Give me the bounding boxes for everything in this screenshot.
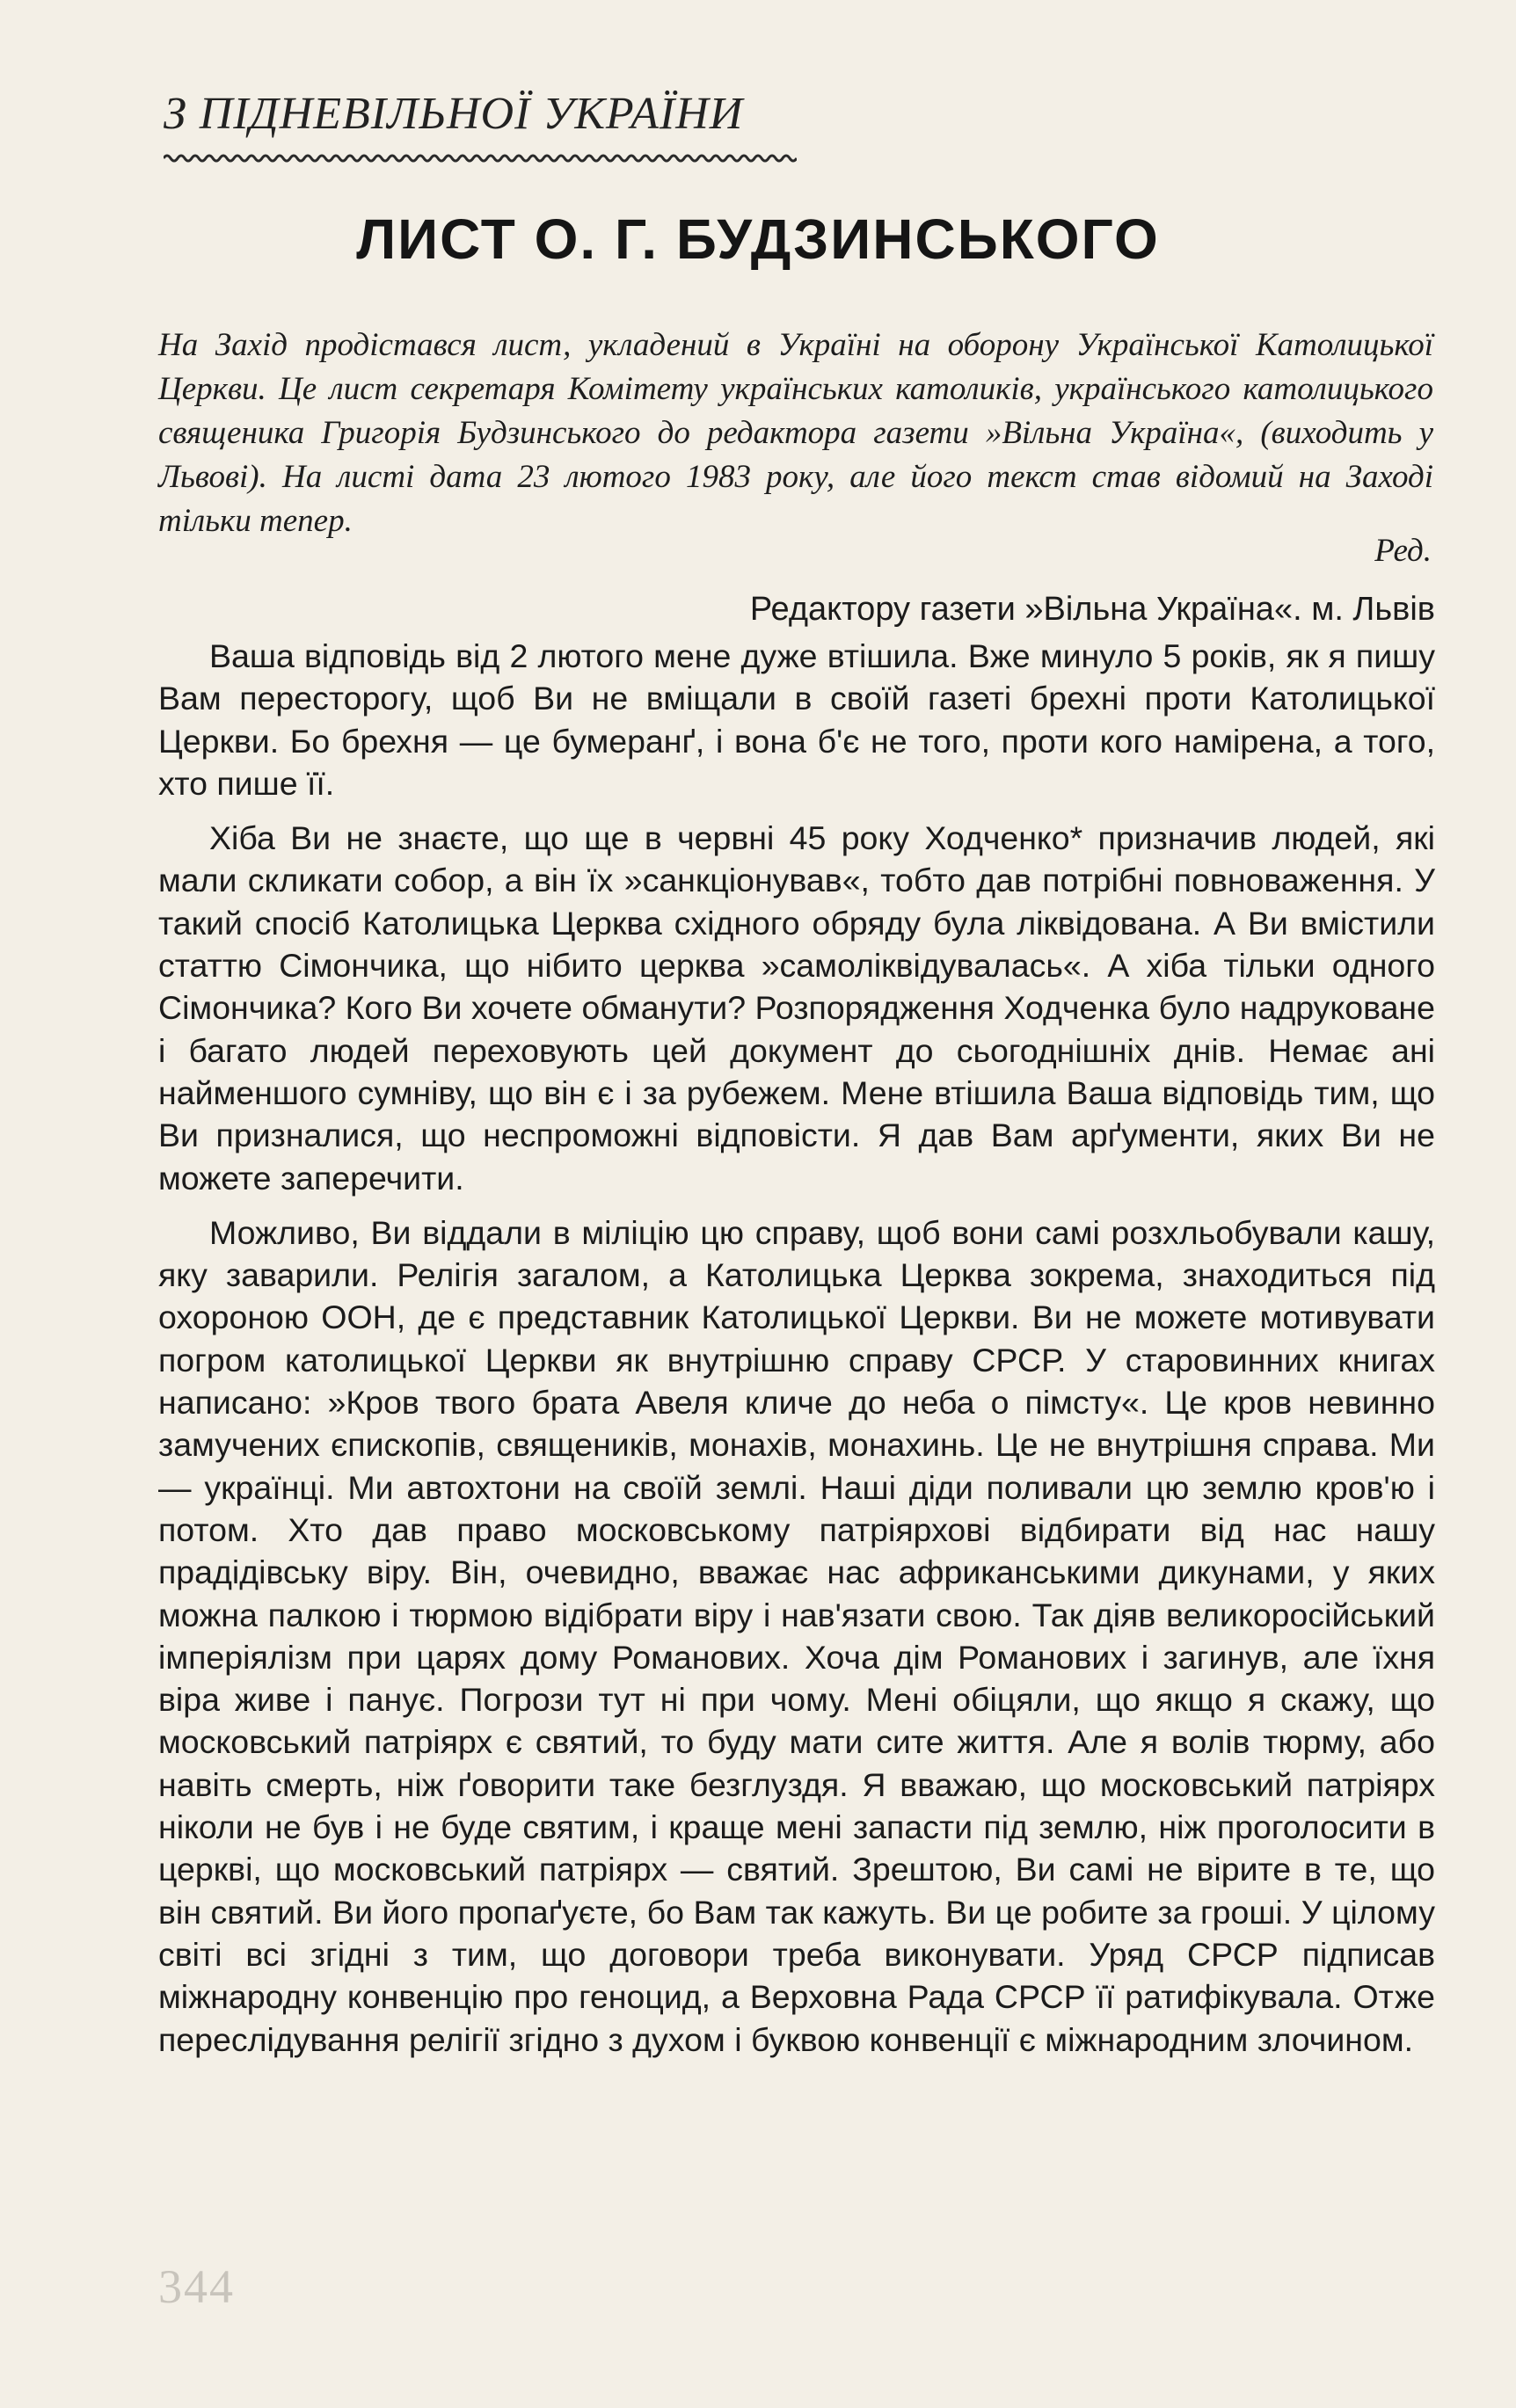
body-paragraph-2: Хіба Ви не знаєте, що ще в червні 45 року Ходченко* призначив людей, які мали скликати собор, а він їх »санкціонував«, тобто дав потрібні повноваження. У такий спосіб Католицька Церква східного обряду була ліквідована. А Ви вмістили статтю Сімончика, що нібито церква »самоліквідувалась«. А хіба тільки одного Сімончика? Кого Ви хочете обманути? Розпорядження Ходченка було надруковане і багато людей переховують цей документ до сьогоднішніх днів. Немає ані найменшого сумніву, що він є і за рубежем. Мене втішила Ваша відповідь тим, що Ви призналися, що неспроможні відповісти. Я дав Вам арґументи, яких Ви не можете заперечити. <box>158 819 1435 1197</box>
addressee-line: Редактору газети »Вільна Україна«. м. Львів <box>749 591 1435 628</box>
editor-mark: Ред. <box>1374 533 1432 569</box>
wavy-rule-divider <box>164 151 797 165</box>
letter-body <box>158 635 1435 2061</box>
page-number: 344 <box>158 2260 235 2313</box>
intro-paragraph: На Захід продістався лист, укладений в Україні на оборону Української Католицької Церкви. Це лист секретаря Комітету українських католиків, українського католицького священика Григорія Будзинського до редактора газети »Вільна Україна«, (виходить у Львові). На листі дата 23 лютого 1983 року, але його текст став відомий на Заході тільки тепер. <box>158 327 1433 539</box>
section-header: З ПІДНЕВІЛЬНОЇ УКРАЇНИ <box>164 89 744 139</box>
body-paragraph-1: Ваша відповідь від 2 лютого мене дуже втішила. Вже минуло 5 років, як я пишу Вам пересторогу, щоб Ви не вміщали в своїй газеті брехні проти Католицької Церкви. Бо брехня — це бумеранґ, і вона б'є не того, проти кого намірена, а того, хто пише її. <box>158 637 1435 802</box>
article-title: ЛИСТ О. Г. БУДЗИНСЬКОГО <box>356 207 1160 271</box>
body-paragraph-3: Можливо, Ви віддали в міліцію цю справу, щоб вони самі розхльобували кашу, яку заварили. Релігія загалом, а Католицька Церква зокрема, знаходиться під охороною ООН, де є представник Католицької Церкви. Ви не можете мотивувати погром католицької Церкви як внутрішню справу СРСР. У старовинних книгах написано: »Кров твого брата Авеля кличе до неба о пімсту«. Це кров невинно замучених єпископів, священиків, монахів, монахинь. Це не внутрішня справа. Ми — українці. Ми автохтони на своїй землі. Наші діди поливали цю землю кров'ю і потом. Хто дав право московському патріярхові відбирати від нас нашу прадідівську віру. Він, очевидно, вважає нас африканськими дикунами, у яких можна палкою і тюрмою відібрати віру і нав'язати свою. Так діяв великоросійський імперіялізм при царях дому Романових. Хоча дім Романових і загинув, але їхня віра живе і панує. Погрози тут ні при чому. Мені обіцяли, що якщо я скажу, що московський патріярх є святий, то буду мати сите життя. Але я волів тюрму, або навіть смерть, ніж ґоворити таке безглуздя. Я вважаю, що московський патріярх ніколи не був і не буде святим, і краще мені запасти під землю, ніж проголосити в церкві, що московський патріярх — святий. Зрештою, Ви самі не вірите в те, що він святий. Ви його пропаґуєте, бо Вам так кажуть. Ви це робите за гроші. У цілому світі всі згідні з тим, що договори треба виконувати. Уряд СРСР підписав міжнародну конвенцію про геноцид, а Верховна Рада СРСР її ратифікувала. Отже переслідування релігії згідно з духом і буквою конвенції є міжнародним злочином. <box>158 1213 1435 2058</box>
